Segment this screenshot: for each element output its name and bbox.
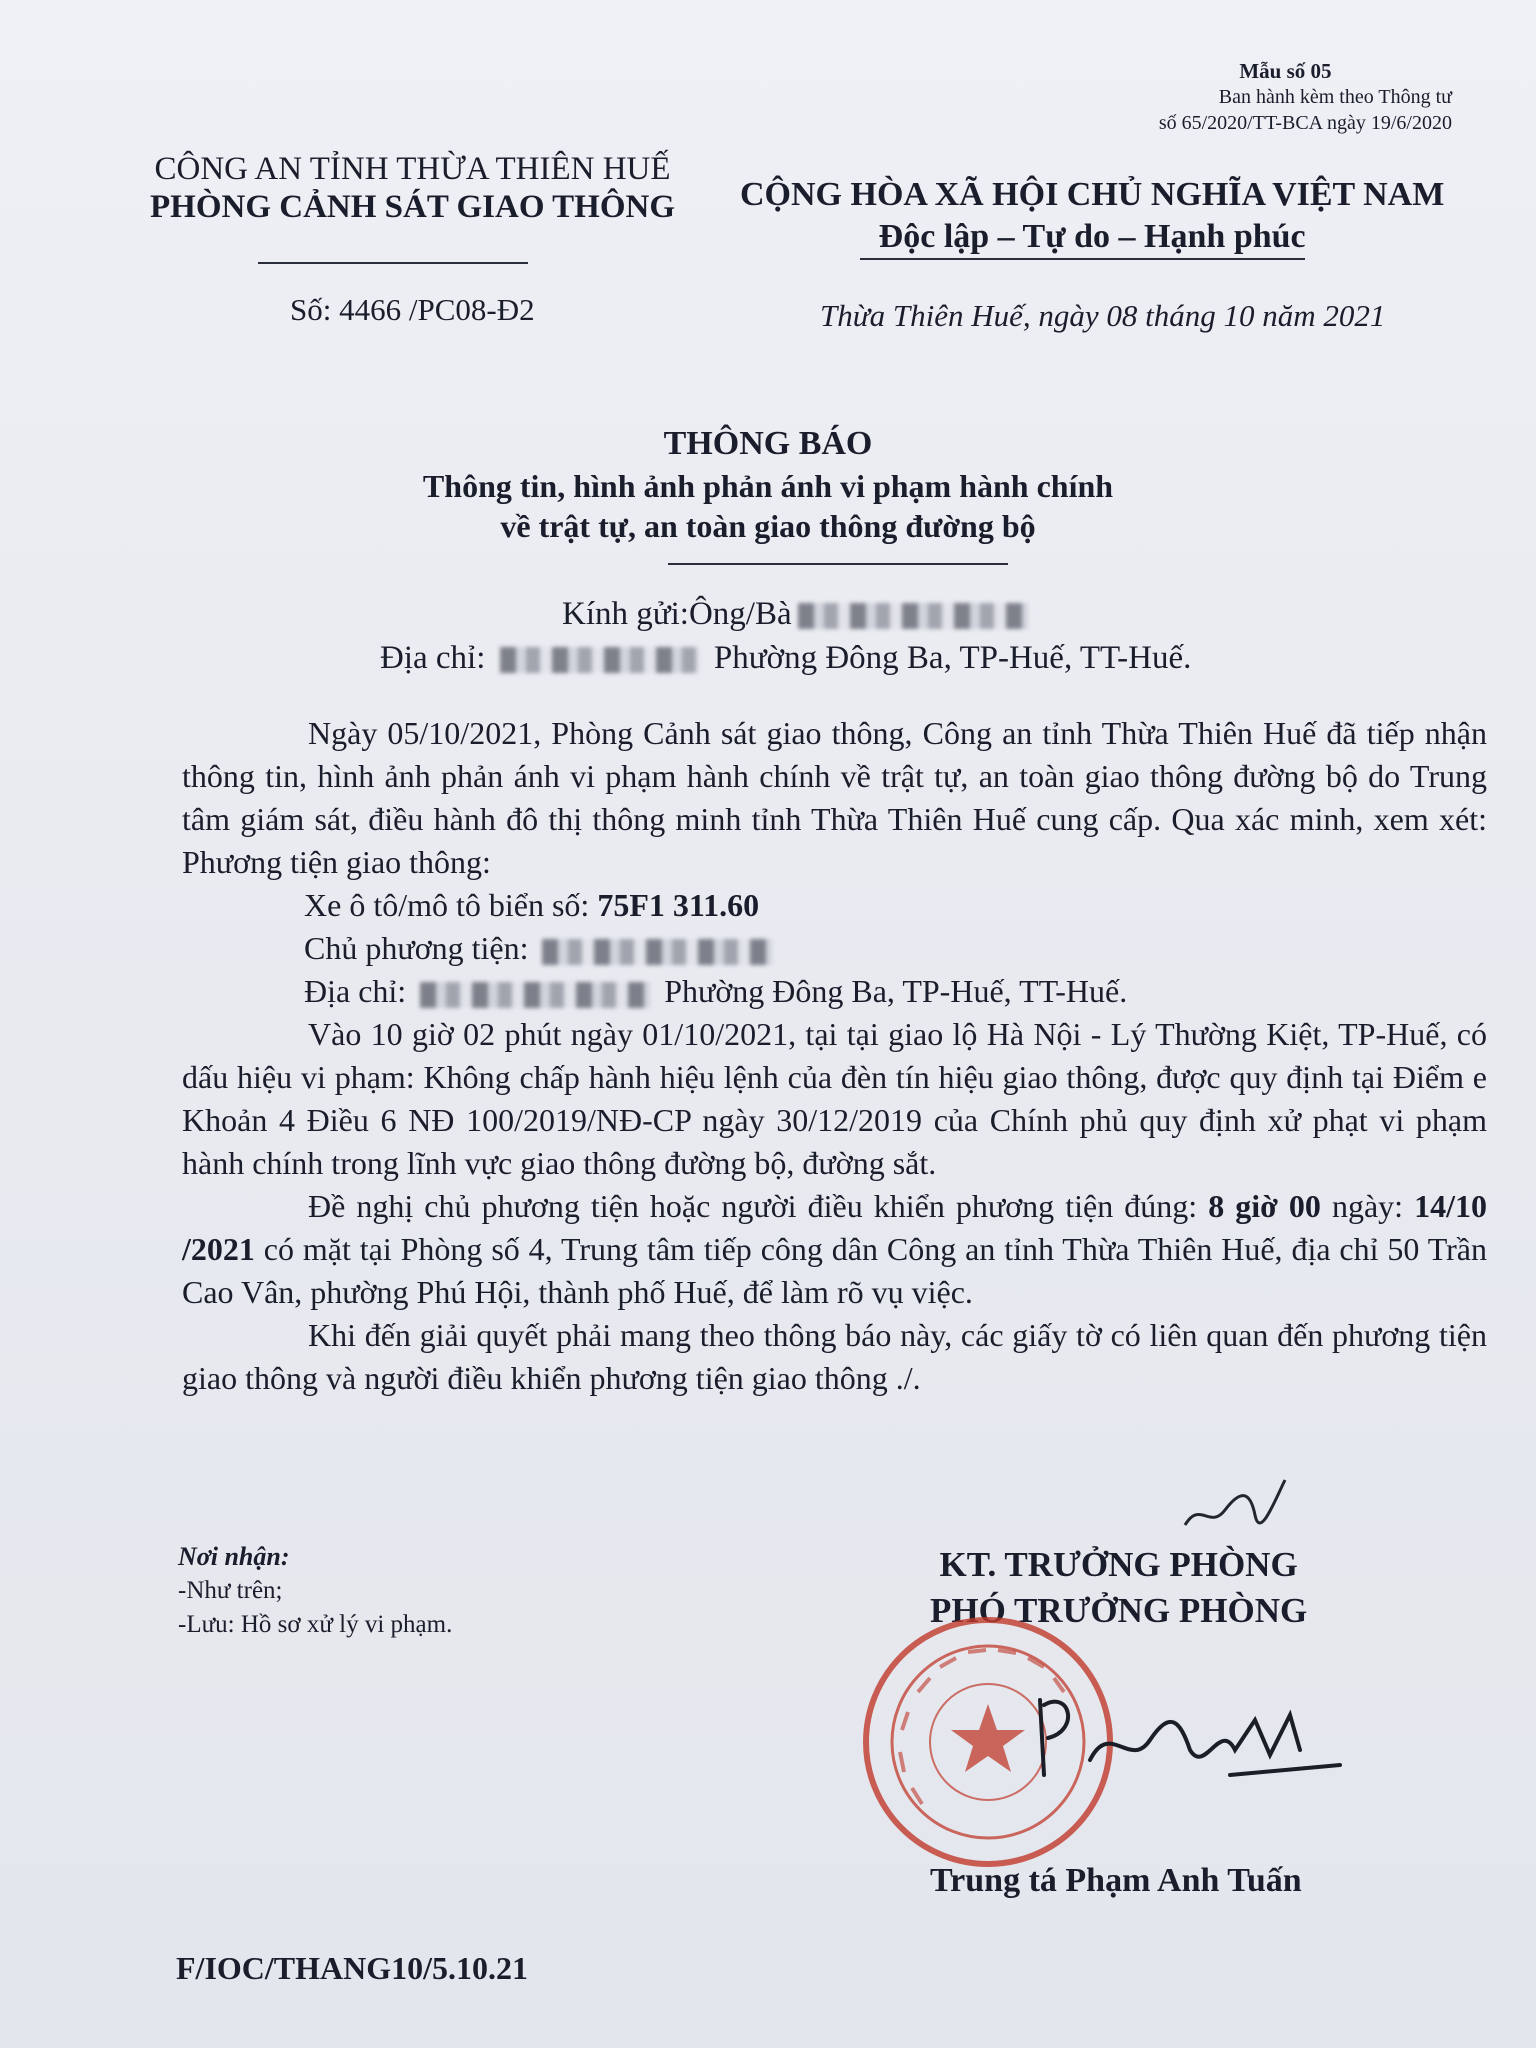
notice-body — [182, 712, 1487, 1400]
agency-parent: CÔNG AN TỈNH THỪA THIÊN HUẾ — [154, 151, 671, 187]
recipient-item-1: -Như trên; — [178, 1577, 283, 1604]
address-text: Phường Đông Ba, TP-Huế, TT-Huế. — [705, 640, 1192, 676]
document-title: THÔNG BÁO — [663, 425, 873, 462]
agency-underline — [258, 262, 528, 264]
recipient-address — [380, 636, 1191, 680]
redacted-name — [798, 603, 1028, 629]
form-number: Mẫu số 05 — [1239, 59, 1332, 83]
place-date: Thừa Thiên Huế, ngày 08 tháng 10 năm 2021 — [820, 298, 1386, 333]
paragraph-request: Đề nghị chủ phương tiện hoặc người điều khiển phương tiện đúng: 8 giờ 00 ngày: 14/10 /2021 có mặt tại Phòng số 4, Trung tâm tiếp công dân Công an tỉnh Thừa Thiên Huế, địa chỉ 50 Trần Cao Vân, phường Phú Hội, thành phố Huế, để làm rõ vụ việc. — [182, 1188, 1488, 1310]
document-subtitle-line2: về trật tự, an toàn giao thông đường bộ — [500, 508, 1036, 544]
redacted-owner-address — [420, 982, 650, 1008]
vehicle-line: Xe ô tô/mô tô biển số: 75F1 311.60 — [304, 887, 760, 923]
handwritten-signature-icon — [1030, 1680, 1350, 1800]
title-underline — [668, 563, 1008, 565]
motto-underline — [860, 258, 1305, 260]
signer-title-1: KT. TRƯỞNG PHÒNG — [939, 1545, 1298, 1584]
national-motto — [740, 174, 1444, 258]
nation-name: CỘNG HÒA XÃ HỘI CHỦ NGHĨA VIỆT NAM — [740, 176, 1445, 213]
title-block — [0, 422, 1536, 546]
reference-code: F/IOC/THANG10/5.10.21 — [176, 1950, 529, 1986]
address-label: Địa chỉ: — [380, 640, 494, 676]
recipient-label: Kính gửi:Ông/Bà — [562, 596, 792, 632]
document-number: Số: 4466 /PC08-Đ2 — [290, 292, 535, 327]
owner-line: Chủ phương tiện: — [182, 927, 1487, 970]
redacted-address — [500, 647, 700, 673]
initial-mark-icon — [1180, 1470, 1290, 1540]
recipient-line — [562, 592, 1034, 636]
recipients-block — [178, 1540, 452, 1642]
recipient-item-2: -Lưu: Hồ sơ xử lý vi phạm. — [178, 1611, 453, 1638]
owner-address-line: Địa chỉ: Phường Đông Ba, TP-Huế, TT-Huế. — [304, 973, 1128, 1009]
recipients-heading: Nơi nhận: — [178, 1542, 290, 1571]
form-number-block — [1159, 58, 1452, 136]
plate-number: 75F1 311.60 — [597, 887, 760, 923]
paragraph-1: Ngày 05/10/2021, Phòng Cảnh sát giao thông, Công an tỉnh Thừa Thiên Huế đã tiếp nhận thông tin, hình ảnh phản ánh vi phạm hành chính về trật tự, an toàn giao thông đường bộ do Trung tâm giám sát, điều hành đô thị thông minh tỉnh Thừa Thiên Huế cung cấp. Qua xác minh, xem xét: Phương tiện giao thông: — [182, 715, 1487, 880]
document-subtitle-line1: Thông tin, hình ảnh phản ánh vi phạm hành chính — [422, 468, 1114, 504]
signer-title-2: PHÓ TRƯỞNG PHÒNG — [930, 1591, 1308, 1630]
signer-name: Trung tá Phạm Anh Tuấn — [930, 1862, 1302, 1899]
paragraph-closing: Khi đến giải quyết phải mang theo thông báo này, các giấy tờ có liên quan đến phương tiện giao thông và người điều khiển phương tiện giao thông ./. — [182, 1317, 1487, 1396]
form-issued-line1: Ban hành kèm theo Thông tư — [1218, 86, 1452, 108]
redacted-owner — [542, 939, 772, 965]
agency-name: PHÒNG CẢNH SÁT GIAO THÔNG — [150, 189, 676, 225]
issuing-agency — [150, 150, 675, 226]
motto: Độc lập – Tự do – Hạnh phúc — [878, 218, 1306, 255]
paragraph-violation: Vào 10 giờ 02 phút ngày 01/10/2021, tại tại giao lộ Hà Nội - Lý Thường Kiệt, TP-Huế, có dấu hiệu vi phạm: Không chấp hành hiệu lệnh của đèn tín hiệu giao thông, được quy định tại Điểm e Khoản 4 Điều 6 NĐ 100/2019/NĐ-CP ngày 30/12/2019 của Chính phủ quy định xử phạt vi phạm hành chính trong lĩnh vực giao thông đường bộ, đường sắt. — [182, 1016, 1487, 1181]
form-issued-line2: số 65/2020/TT-BCA ngày 19/6/2020 — [1158, 112, 1452, 134]
